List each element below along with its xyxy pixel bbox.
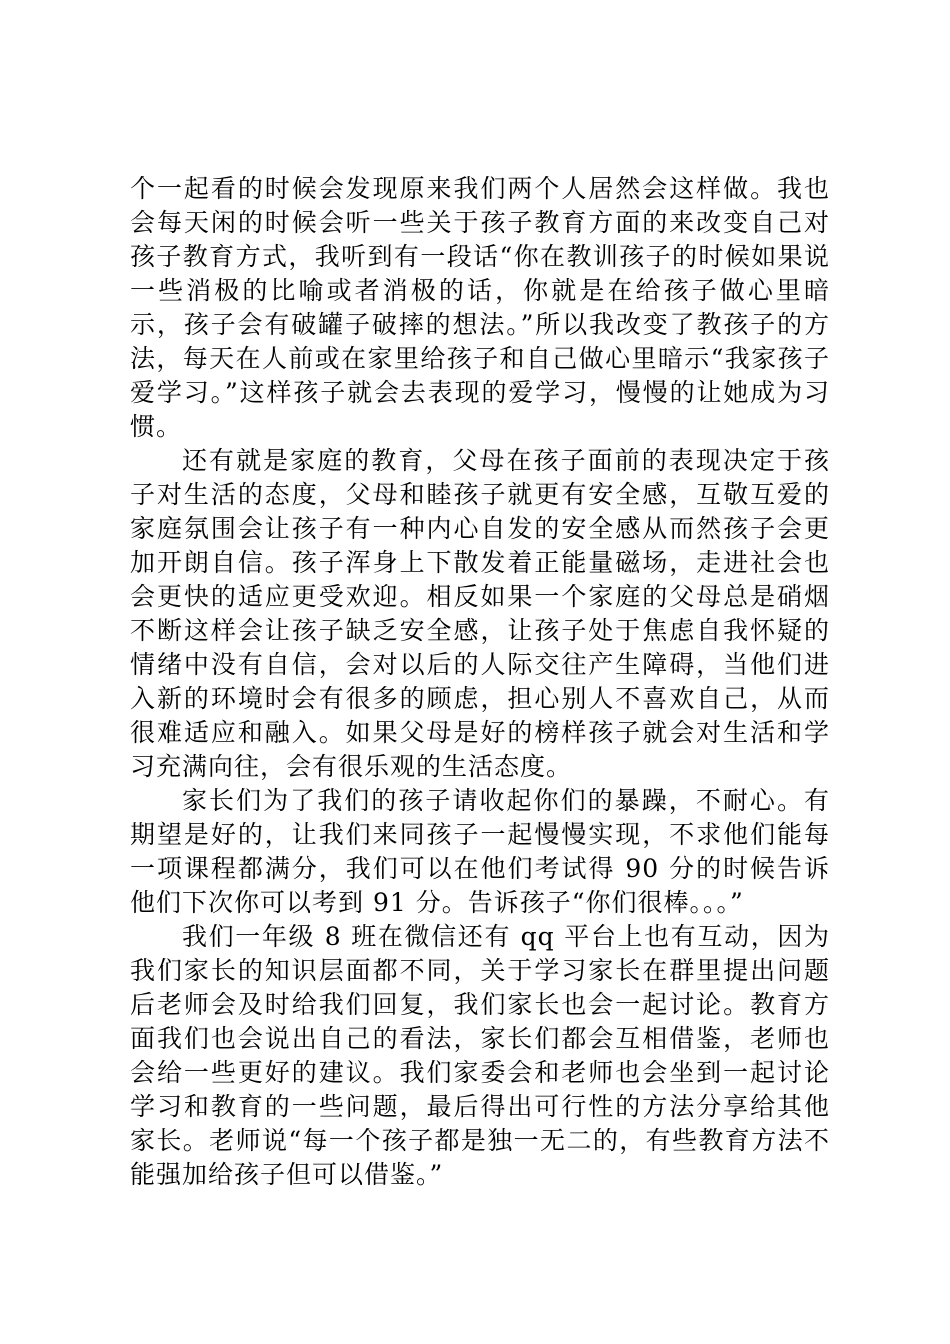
paragraph-3: 家长们为了我们的孩子请收起你们的暴躁，不耐心。有期望是好的，让我们来同孩子一起慢慢实现，不求他们能每一项课程都满分，我们可以在他们考试得 90 分的时候告诉他们下次你可以考到 91 分。告诉孩子“你们很棒。。。” [130, 786, 830, 917]
paragraph-1: 个一起看的时候会发现原来我们两个人居然会这样做。我也会每天闲的时候会听一些关于孩子教育方面的来改变自己对孩子教育方式，我听到有一段话“你在教训孩子的时候如果说一些消极的比喻或者消极的话，你就是在给孩子做心里暗示，孩子会有破罐子破摔的想法。”所以我改变了教孩子的方法，每天在人前或在家里给孩子和自己做心里暗示“我家孩子爱学习。”这样孩子就会去表现的爱学习，慢慢的让她成为习惯。 [130, 174, 830, 441]
paragraph-4: 我们一年级 8 班在微信还有 qq 平台上也有互动，因为我们家长的知识层面都不同，关于学习家长在群里提出问题后老师会及时给我们回复，我们家长也会一起讨论。教育方面我们也会说出自己的看法，家长们都会互相借鉴，老师也会给一些更好的建议。我们家委会和老师也会坐到一起讨论学习和教育的一些问题，最后得出可行性的方法分享给其他家长。老师说“每一个孩子都是独一无二的，有些教育方法不能强加给孩子但可以借鉴。” [130, 922, 830, 1189]
paragraph-2: 还有就是家庭的教育，父母在孩子面前的表现决定于孩子对生活的态度，父母和睦孩子就更有安全感，互敬互爱的家庭氛围会让孩子有一种内心自发的安全感从而然孩子会更加开朗自信。孩子浑身上下散发着正能量磁场，走进社会也会更快的适应更受欢迎。相反如果一个家庭的父母总是硝烟不断这样会让孩子缺乏安全感，让孩子处于焦虑自我怀疑的情绪中没有自信，会对以后的人际交往产生障碍，当他们进入新的环境时会有很多的顾虑，担心别人不喜欢自己，从而很难适应和融入。如果父母是好的榜样孩子就会对生活和学习充满向往，会有很乐观的生活态度。 [130, 446, 830, 781]
document-body [130, 172, 830, 1192]
